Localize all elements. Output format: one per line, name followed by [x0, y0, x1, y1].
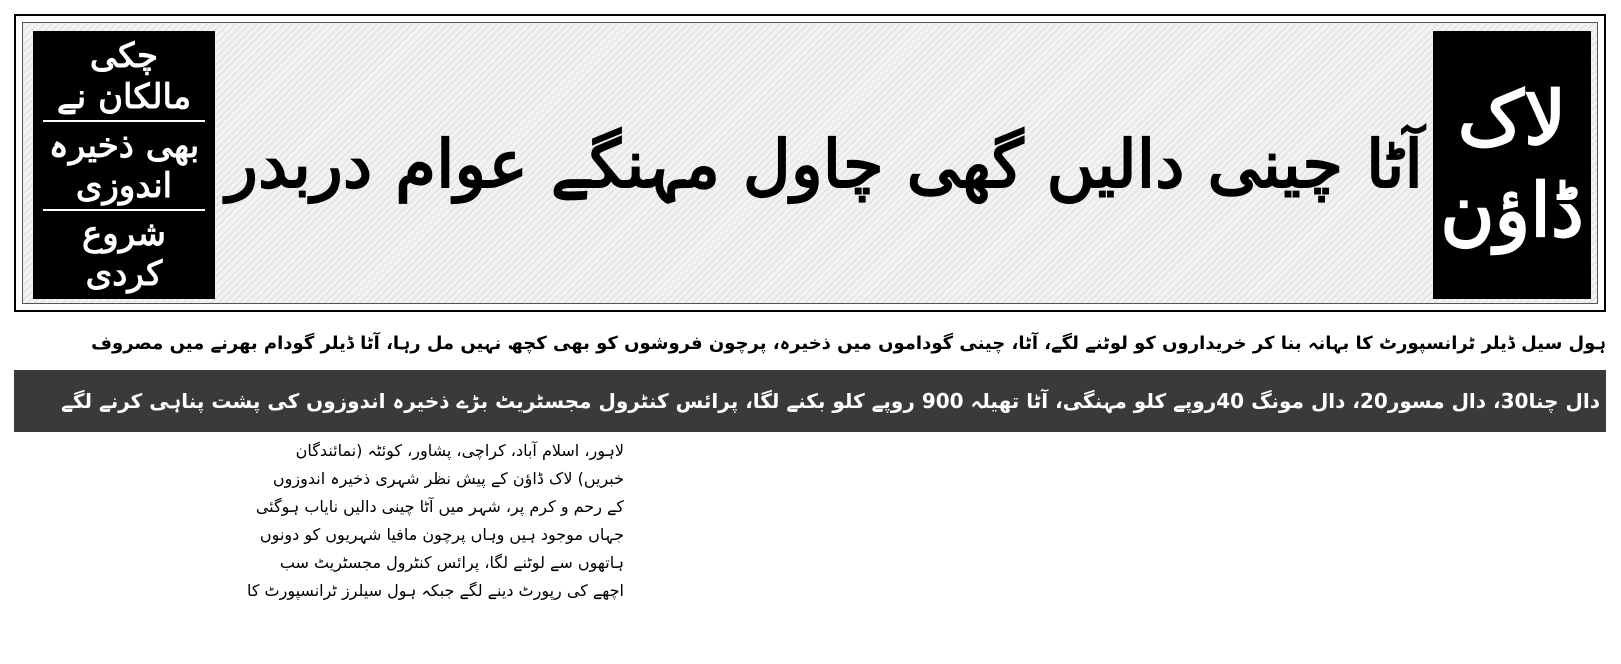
main-headline-text: آٹا چینی دالیں گھی چاول مہنگے عوام دربدر	[226, 125, 1423, 203]
side-headline-line-2: بھی ذخیرہ اندوزی	[48, 125, 200, 206]
subheadline-2-text: دال چنا30، دال مسور20، دال مونگ 40روپے کلو مہنگی، آٹا تھیلہ 900 روپے کلو بکنے لگا، پرائس کنٹرول مجسٹریٹ بڑے ذخیرہ اندوزوں کی پشت پناہی کرنے لگے	[61, 389, 1600, 413]
side-headline-box	[33, 31, 215, 299]
body-line: اچھے کی رپورٹ دینے لگے جبکہ ہول سیلرز ٹرانسپورٹ کا	[246, 581, 624, 600]
subheadline-2-banner	[14, 370, 1606, 432]
body-line: لاہور، اسلام آباد، کراچی، پشاور، کوئٹہ (نمائندگان	[295, 441, 624, 460]
body-line: جہاں موجود ہیں وہاں پرچون مافیا شہریوں کو دونوں	[259, 525, 624, 544]
subheadline-1-text: ہول سیل ڈیلر ٹرانسپورٹ کا بہانہ بنا کر خریداروں کو لوٹنے لگے، آٹا، چینی گوداموں میں ذخیرہ، پرچون فروشوں کو بھی کچھ نہیں مل رہا، آٹا ڈیلر گودام بھرنے میں مصروف	[91, 332, 1606, 354]
side-headline-divider	[43, 209, 205, 211]
body-line: کے رحم و کرم پر، شہر میں آٹا چینی دالیں نایاب ہوگئی	[255, 497, 624, 516]
lockdown-box	[1433, 31, 1591, 299]
body-line: خبریں) لاک ڈاؤن کے پیش نظر شہری ذخیرہ اندوزوں	[272, 469, 624, 488]
body-column	[246, 437, 624, 662]
side-headline-divider	[43, 120, 205, 122]
main-headline	[222, 28, 1427, 300]
side-headline-line-3: شروع کردی	[82, 213, 166, 294]
subheadline-1	[14, 320, 1606, 366]
side-headline-line-1: چکی مالکان نے	[56, 36, 192, 118]
lockdown-word-2: ڈاؤن	[1440, 168, 1584, 254]
body-line	[318, 605, 624, 633]
lockdown-word-1: لاک	[1457, 75, 1567, 162]
body-line: ہاتھوں سے لوٹنے لگا، پرائس کنٹرول مجسٹریٹ سب	[279, 553, 624, 572]
